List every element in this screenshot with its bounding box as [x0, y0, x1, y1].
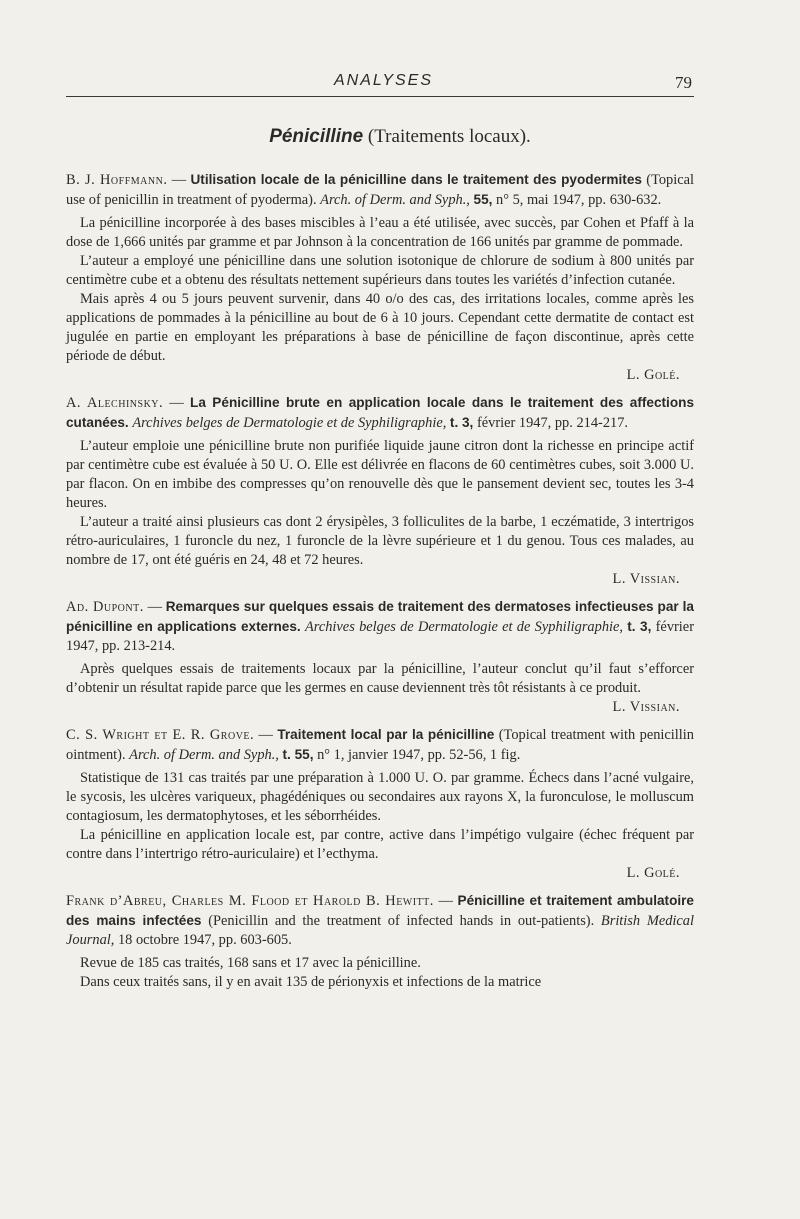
entry-author: C. S. Wright et E. R. Grove.	[66, 727, 255, 743]
entry-heading: Ad. Dupont. — Remarques sur quelques essais de traitement des dermatoses infectieuses par la pénicilline en applications externes. Archives belges de Dermatologie et de Syphiligraphie, t. 3, février 1947, pp. 213-214.	[66, 599, 694, 654]
entry-heading: A. Alechinsky. — La Pénicilline brute en application locale dans le traitement des affections cutanées. Archives belges de Dermatologie et de Syphiligraphie, t. 3, février 1947, pp. 214-217.	[66, 395, 694, 431]
entry-paragraph: L’auteur emploie une pénicilline brute non purifiée liquide jaune citron dont la richesse en principe actif par centimètre cube est évaluée à 50 U. O. Elle est délivrée en flacons de 60 centimètres cubes, soit 3.000 U. par flacon. On en imbibe des compresses qu’on renouvelle dès que le pansement devient sec, toutes les 3-4 heures.	[66, 438, 694, 511]
entry-author: B. J. Hoffmann.	[66, 172, 168, 188]
entry-journal: Archives belges de Dermatologie et de Syphiligraphie,	[132, 415, 447, 431]
entry-ref-tail: 18 octobre 1947, pp. 603-605.	[114, 932, 292, 948]
entry-signature: L. Vissian.	[612, 571, 680, 587]
entry-ref-tail: février 1947, pp. 213-214.	[66, 619, 694, 654]
page-number: 79	[675, 73, 692, 92]
entry-volume: t. 55,	[282, 747, 314, 762]
entry-title: Pénicilline et traitement ambulatoire des mains infectées	[66, 893, 694, 928]
entry-signature: L. Golé.	[626, 865, 680, 881]
entry-paragraph: L’auteur a employé une pénicilline dans une solution isotonique de chlorure de sodium à 800 unités par centimètre cube et a obtenu des résultats nettement supérieurs dans toutes les variétés d’infection cutanée.	[66, 253, 694, 288]
review-entry	[66, 170, 694, 385]
entry-journal: British Medical Journal,	[66, 913, 694, 948]
entry-title: Remarques sur quelques essais de traitement des dermatoses infectieuses par la pénicilline en applications externes.	[66, 599, 694, 634]
entry-paragraph: L’auteur a traité ainsi plusieurs cas dont 2 érysipèles, 3 folliculites de la barbe, 1 eczématide, 3 intertrigos rétro-auriculaires, 1 furoncle du nez, 1 furoncle de la lèvre supérieure et 1 du genou. Tous ces malades, au nombre de 17, ont été guéris en 24, 48 et 72 heures.	[66, 514, 694, 568]
section-title-keyword: Pénicilline	[269, 126, 364, 147]
entry-author: A. Alechinsky.	[66, 395, 164, 411]
entry-paragraph: Mais après 4 ou 5 jours peuvent survenir, dans 40 o/o des cas, des irritations locales, comme après les applications de pommades à la pénicilline au bout de 6 à 10 jours. Cependant cette dermatite de contact est jugulée en partie en employant les préparations à base de pénicilline de façon discontinue, après cette période de début.	[66, 291, 694, 364]
review-entry	[66, 393, 694, 589]
entry-volume: 55,	[473, 192, 493, 207]
entry-volume: t. 3,	[449, 415, 474, 430]
entry-paragraph: Dans ceux traités sans, il y en avait 135 de périonyxis et infections de la matrice	[80, 974, 542, 990]
entry-journal: Arch. of Derm. and Syph.,	[320, 192, 470, 208]
entry-ref: (Topical use of penicillin in treatment of pyoderma).	[66, 172, 695, 208]
running-head: ANALYSES	[334, 72, 434, 89]
review-entry	[66, 891, 694, 992]
article-list	[66, 170, 694, 1000]
entry-title: Utilisation locale de la pénicilline dans le traitement des pyodermites	[190, 172, 642, 187]
section-title-rest: (Traitements locaux).	[363, 126, 531, 147]
entry-journal: Archives belges de Dermatologie et de Syphiligraphie,	[304, 619, 623, 635]
entry-volume: t. 3,	[627, 619, 652, 634]
entry-ref-tail: février 1947, pp. 214-217.	[473, 415, 629, 431]
entry-paragraph: La pénicilline en application locale est, par contre, active dans l’impétigo vulgaire (échec fréquent par contre dans l’intertrigo rétro-auriculaire) et l’ecthyma.	[66, 827, 694, 862]
entry-heading: B. J. Hoffmann. — Utilisation locale de la pénicilline dans le traitement des pyodermites (Topical use of penicillin in treatment of pyoderma). Arch. of Derm. and Syph., 55, n° 5, mai 1947, pp. 630-632.	[66, 172, 695, 208]
entry-title: La Pénicilline brute en application locale dans le traitement des affections cutanées.	[66, 395, 694, 430]
entry-paragraph: Revue de 185 cas traités, 168 sans et 17 avec la pénicilline.	[80, 955, 421, 971]
entry-paragraph: Après quelques essais de traitements locaux par la pénicilline, l’auteur conclut qu’il faut s’efforcer d’obtenir un résultat rapide parce que les germes en cause deviennent très tôt résistants à ce produit.	[66, 661, 694, 696]
entry-ref-tail: n° 1, janvier 1947, pp. 52-56, 1 fig.	[313, 747, 521, 763]
entry-heading: C. S. Wright et E. R. Grove. — Traitement local par la pénicilline (Topical treatment with penicillin ointment). Arch. of Derm. and Syph., t. 55, n° 1, janvier 1947, pp. 52-56, 1 fig.	[66, 727, 694, 763]
entry-ref: (Topical treatment with penicillin ointment).	[66, 727, 694, 763]
entry-author: Frank d’Abreu, Charles M. Flood et Harold B. Hewitt.	[66, 893, 434, 909]
entry-title: Traitement local par la pénicilline	[277, 727, 495, 742]
entry-author: Ad. Dupont.	[66, 599, 144, 615]
entry-heading: Frank d’Abreu, Charles M. Flood et Harold B. Hewitt. — Pénicilline et traitement ambulatoire des mains infectées (Penicillin and the treatment of infected hands in out-patients). British Medical Journal, 18 octobre 1947, pp. 603-605.	[66, 893, 694, 948]
review-entry	[66, 597, 694, 717]
page-header	[66, 72, 694, 97]
section-title	[0, 126, 800, 148]
entry-ref-tail: n° 5, mai 1947, pp. 630-632.	[492, 192, 662, 208]
entry-ref: (Penicillin and the treatment of infected hands in out-patients).	[201, 913, 601, 929]
entry-signature: L. Golé.	[626, 367, 680, 383]
entry-signature: L. Vissian.	[612, 699, 680, 715]
entry-paragraph: Statistique de 131 cas traités par une préparation à 1.000 U. O. par gramme. Échecs dans l’acné vulgaire, le sycosis, les ulcères variqueux, phagédéniques ou secondaires aux rayons X, la furonculose, le molluscum contagiosum, les dermatophytoses, et les séborrhéides.	[66, 770, 694, 824]
entry-paragraph: La pénicilline incorporée à des bases miscibles à l’eau a été utilisée, avec succès, par Cohen et Pfaff à la dose de 1,666 unités par gramme et par Johnson à la concentration de 166 unités par gramme de pommade.	[66, 215, 694, 250]
entry-journal: Arch. of Derm. and Syph.,	[129, 747, 279, 763]
review-entry	[66, 725, 694, 883]
